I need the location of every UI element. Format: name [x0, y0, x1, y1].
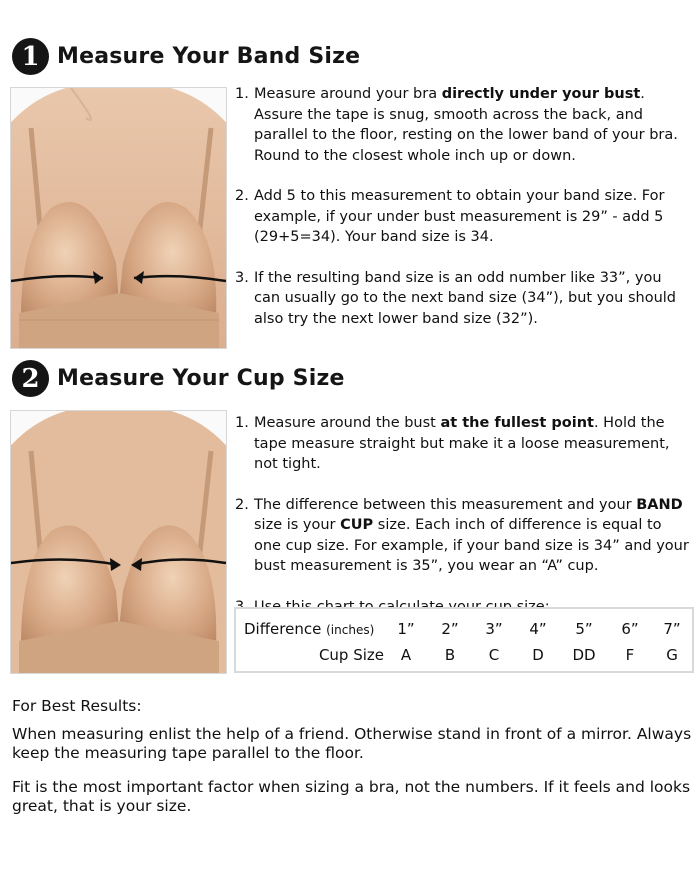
cup-size-chart	[234, 607, 694, 673]
step1-item-3: 3. If the resulting band size is an odd number like 33”, you can usually go to the next band size (34”), but you should also try the next lower band size (32”).	[235, 269, 677, 327]
step1-instructions	[235, 84, 680, 329]
step1-item-1: 1. Measure around your bra directly under your bust. Assure the tape is snug, smooth across the back, and parallel to the floor, resting on the lower band of your bra. Round to the closest whole inch up or down.	[235, 86, 678, 164]
step1-number-badge: 1	[12, 38, 49, 75]
step2-item-1: 1. Measure around the bust at the fullest point. Hold the tape measure straight but make it a loose measurement, not tight.	[235, 415, 670, 472]
chart-diff-cell: 7”	[663, 620, 681, 638]
step2-heading	[12, 360, 345, 397]
best-results-tip-1: When measuring enlist the help of a friend. Otherwise stand in front of a mirror. Always keep the measuring tape parallel to the floor.	[12, 725, 692, 762]
step1-heading	[12, 38, 360, 75]
best-results-tip-2: Fit is the most important factor when sizing a bra, not the numbers. If it feels and looks great, that is your size.	[12, 778, 691, 815]
step1-item-2: 2. Add 5 to this measurement to obtain your band size. For example, if your under bust measurement is 29” - add 5 (29+5=34). Your band size is 34.	[235, 188, 665, 245]
chart-diff-cell: 6”	[621, 620, 639, 638]
chart-difference-row	[244, 620, 692, 638]
chart-diff-cell: 3”	[485, 620, 503, 638]
chart-cup-cell: F	[625, 646, 635, 664]
chart-cup-cell: D	[532, 646, 544, 664]
band-measure-photo	[10, 87, 227, 349]
best-results-heading: For Best Results:	[12, 697, 142, 715]
chart-cup-cell: A	[400, 646, 412, 664]
chart-diff-cell: 5”	[575, 620, 593, 638]
chart-cup-cell: G	[666, 646, 678, 664]
best-results-section	[12, 697, 692, 816]
chart-cup-label: Cup Size	[318, 646, 384, 664]
chart-diff-cell: 4”	[529, 620, 547, 638]
chart-diff-cell: 1”	[397, 620, 415, 638]
chart-diff-cell: 2”	[441, 620, 459, 638]
step2-number-badge: 2	[12, 360, 49, 397]
step2-item-2: 2. The difference between this measurement and your BAND size is your CUP size. Each inch of difference is equal to one cup size. For example, if your band size is 34” and your bust measurement is 35”, you wear an “A” cup.	[235, 496, 689, 574]
chart-cup-row	[244, 646, 692, 664]
chart-difference-label: Difference (inches)	[244, 620, 375, 638]
step2-instructions	[235, 413, 690, 617]
chart-cup-cell: B	[444, 646, 456, 664]
chart-cup-cell: DD	[572, 646, 596, 664]
chart-cup-cell: C	[488, 646, 500, 664]
step2-title: Measure Your Cup Size	[57, 366, 345, 391]
cup-measure-photo	[10, 410, 227, 674]
step1-title: Measure Your Band Size	[57, 44, 361, 69]
